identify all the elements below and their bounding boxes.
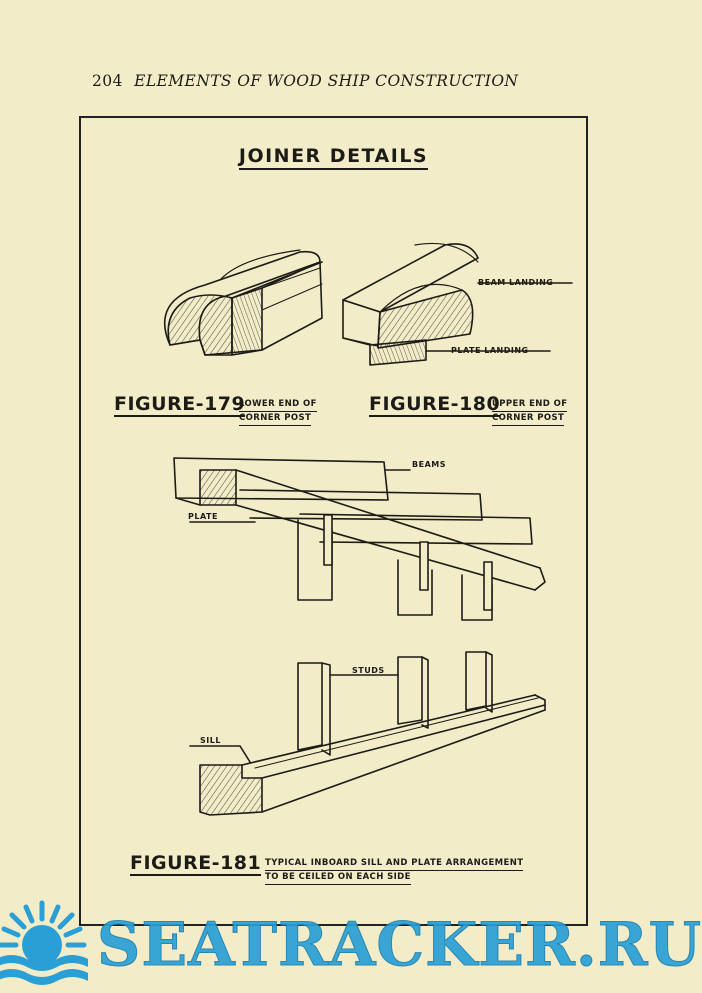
figure-181-caption-line1: TYPICAL INBOARD SILL AND PLATE ARRANGEMENT <box>265 857 523 871</box>
figure-181-id: FIGURE-181 <box>130 852 262 874</box>
page-number: 204 <box>92 72 123 90</box>
figure-180-caption-line1: UPPER END OF <box>492 398 567 412</box>
figure-179-caption-line2: CORNER POST <box>239 412 311 426</box>
figure-179-drawing <box>165 250 322 355</box>
figure-181-caption-line2: TO BE CEILED ON EACH SIDE <box>265 871 411 885</box>
figure-181-upper-drawing <box>174 458 545 620</box>
label-plate: PLATE <box>188 512 218 521</box>
label-beams: BEAMS <box>412 460 446 469</box>
figure-180-caption-line2: CORNER POST <box>492 412 564 426</box>
label-plate-landing: PLATE LANDING <box>451 346 529 355</box>
label-sill: SILL <box>200 736 221 745</box>
label-studs: STUDS <box>352 666 385 675</box>
plate-title: JOINER DETAILS <box>81 145 586 167</box>
figure-179-caption-line1: LOWER END OF <box>239 398 317 412</box>
figure-180-id: FIGURE-180 <box>369 393 501 415</box>
figure-179-caption <box>239 398 317 426</box>
figure-180-caption <box>492 398 567 426</box>
label-beam-landing: BEAM LANDING <box>478 278 554 287</box>
running-head-title: ELEMENTS OF WOOD SHIP CONSTRUCTION <box>134 72 519 90</box>
figure-179-id: FIGURE-179 <box>114 393 246 415</box>
figure-181-lower-drawing <box>190 652 545 815</box>
watermark-text: SEATRACKER.RU <box>97 910 702 980</box>
figure-181-caption <box>265 857 523 885</box>
